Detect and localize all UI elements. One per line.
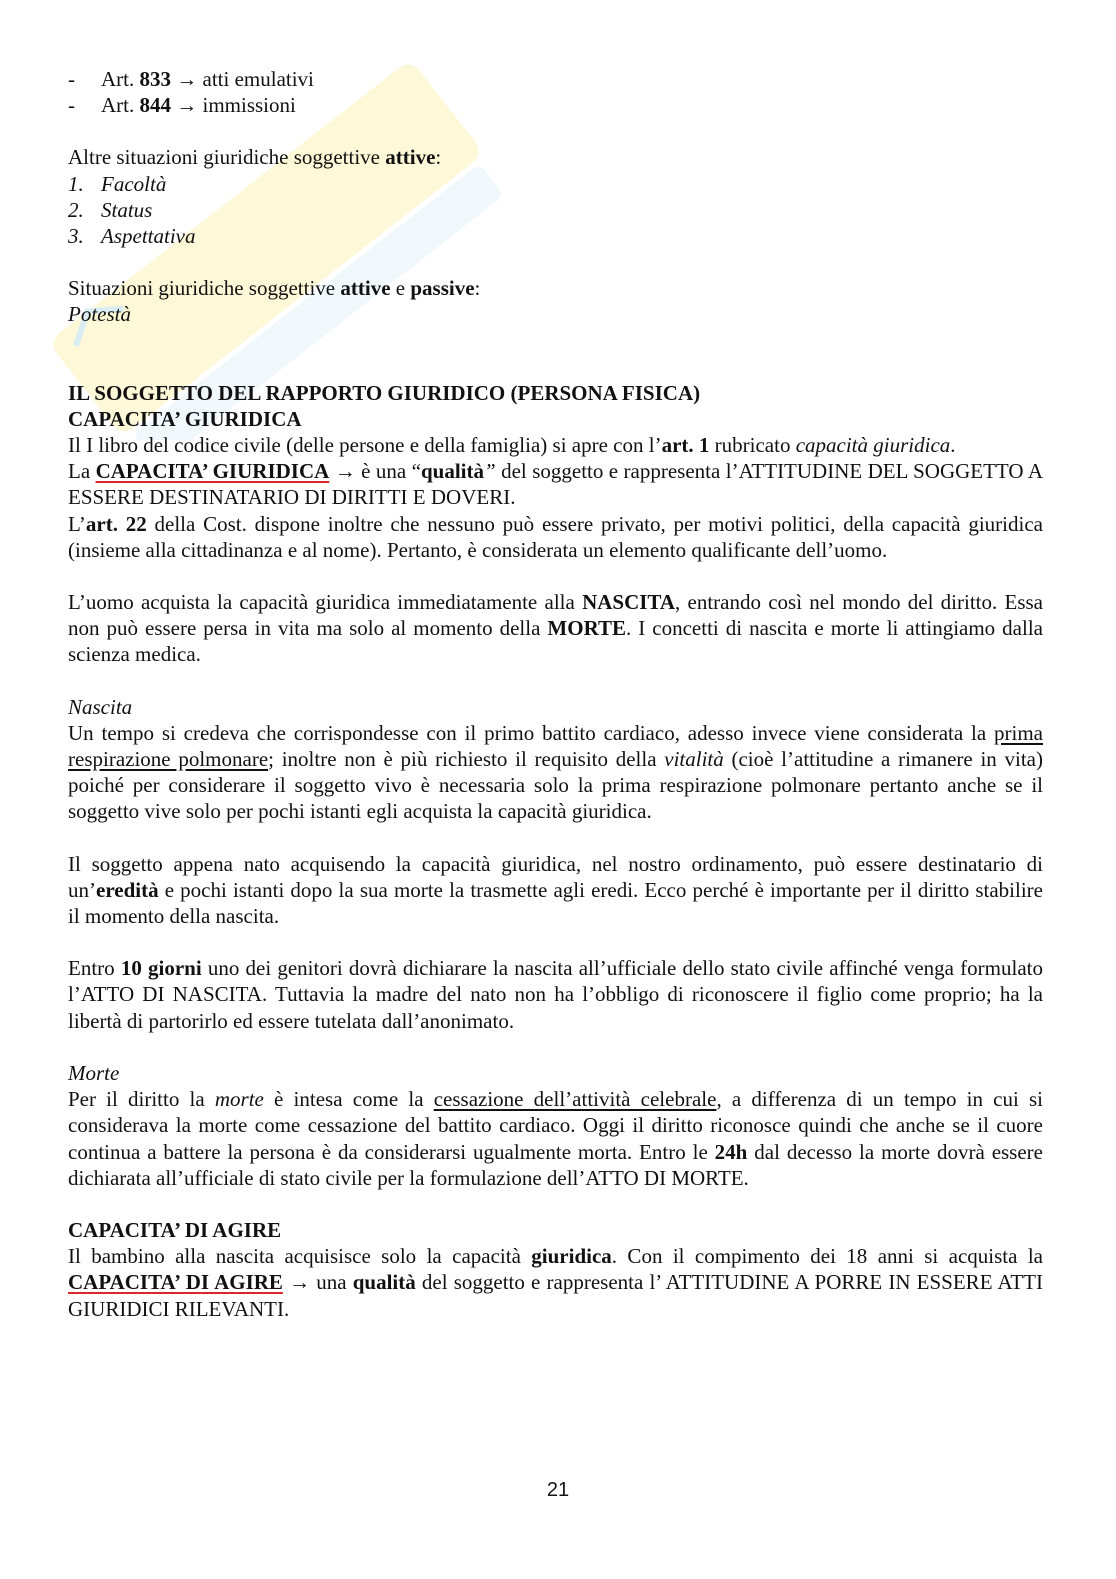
paragraph: L’uomo acquista la capacità giuridica immediatamente alla NASCITA, entrando così nel mondo del diritto. Essa non può essere persa in vita ma solo al momento della MORTE. I concetti di nascita e morte li attingiamo dalla scienza medica. (68, 590, 1043, 667)
attive-intro: Altre situazioni giuridiche soggettive attive: (68, 145, 442, 170)
page-number: 21 (546, 1479, 570, 1501)
page-content (68, 66, 1043, 1322)
section-heading: IL SOGGETTO DEL RAPPORTO GIURIDICO (PERSONA FISICA) (68, 380, 701, 405)
paragraph: Entro 10 giorni uno dei genitori dovrà dichiarare la nascita all’ufficiale dello stato civile affinché venga formulato l’ATTO DI NASCITA. Tuttavia la madre del nato non ha l’obbligo di riconoscere il figlio come proprio; ha la libertà di partorirlo ed essere tutelata dall’anonimato. (68, 956, 1043, 1033)
attive-passive-intro: Situazioni giuridiche soggettive attive e passive: (68, 276, 481, 301)
paragraph: Per il diritto la morte è intesa come la cessazione dell’attività celebrale, a differenza di un tempo in cui si considerava la morte come cessazione del battito cardiaco. Oggi il diritto riconosce quindi che anche se il cuore continua a battere la persona è da considerarsi ugualmente morta. Entro le 24h dal decesso la morte dovrà essere dichiarata all’ufficiale di stato civile per la formulazione dell’ATTO DI MORTE. (68, 1087, 1043, 1190)
list-item: 3. Aspettativa (68, 224, 196, 249)
list-item: 1. Facoltà (68, 171, 167, 196)
paragraph: Il bambino alla nascita acquisisce solo la capacità giuridica. Con il compimento dei 18 anni si acquista la CAPACITA’ DI AGIRE → una qualità del soggetto e rappresenta l’ ATTITUDINE A PORRE IN ESSERE ATTI GIURIDICI RILEVANTI. (68, 1244, 1043, 1321)
list-item: - Art. 844 → immissioni (68, 93, 296, 118)
list-item: - Art. 833 → atti emulativi (68, 67, 314, 91)
paragraph: La CAPACITA’ GIURIDICA → è una “qualità” del soggetto e rappresenta l’ATTITUDINE DEL SOGGETTO A ESSERE DESTINATARIO DI DIRITTI E DOVERI. (68, 459, 1043, 510)
potesta-item: Potestà (68, 302, 131, 327)
paragraph: L’art. 22 della Cost. dispone inoltre che nessuno può essere privato, per motivi politici, della capacità giuridica (insieme alla cittadinanza e al nome). Pertanto, è considerata un elemento qualificante dell’uomo. (68, 511, 1043, 562)
nascita-title: Nascita (68, 694, 133, 719)
subsection-heading: CAPACITA’ DI AGIRE (68, 1217, 282, 1242)
paragraph: Il I libro del codice civile (delle persone e della famiglia) si apre con l’art. 1 rubricato capacità giuridica. (68, 433, 956, 458)
subsection-heading: CAPACITA’ GIURIDICA (68, 406, 302, 431)
morte-title: Morte (68, 1060, 120, 1085)
list-item: 2. Status (68, 197, 153, 222)
paragraph: Il soggetto appena nato acquisendo la capacità giuridica, nel nostro ordinamento, può essere destinatario di un’eredità e pochi istanti dopo la sua morte la trasmette agli eredi. Ecco perché è importante per il diritto stabilire il momento della nascita. (68, 851, 1043, 929)
paragraph: Un tempo si credeva che corrispondesse con il primo battito cardiaco, adesso invece viene considerata la prima respirazione polmonare; inoltre non è più richiesto il requisito della vitalità (cioè l’attitudine a rimanere in vita) poiché per considerare il soggetto vivo è necessaria solo la prima respirazione polmonare pertanto anche se il soggetto vive solo per pochi istanti egli acquista la capacità giuridica. (68, 720, 1043, 824)
